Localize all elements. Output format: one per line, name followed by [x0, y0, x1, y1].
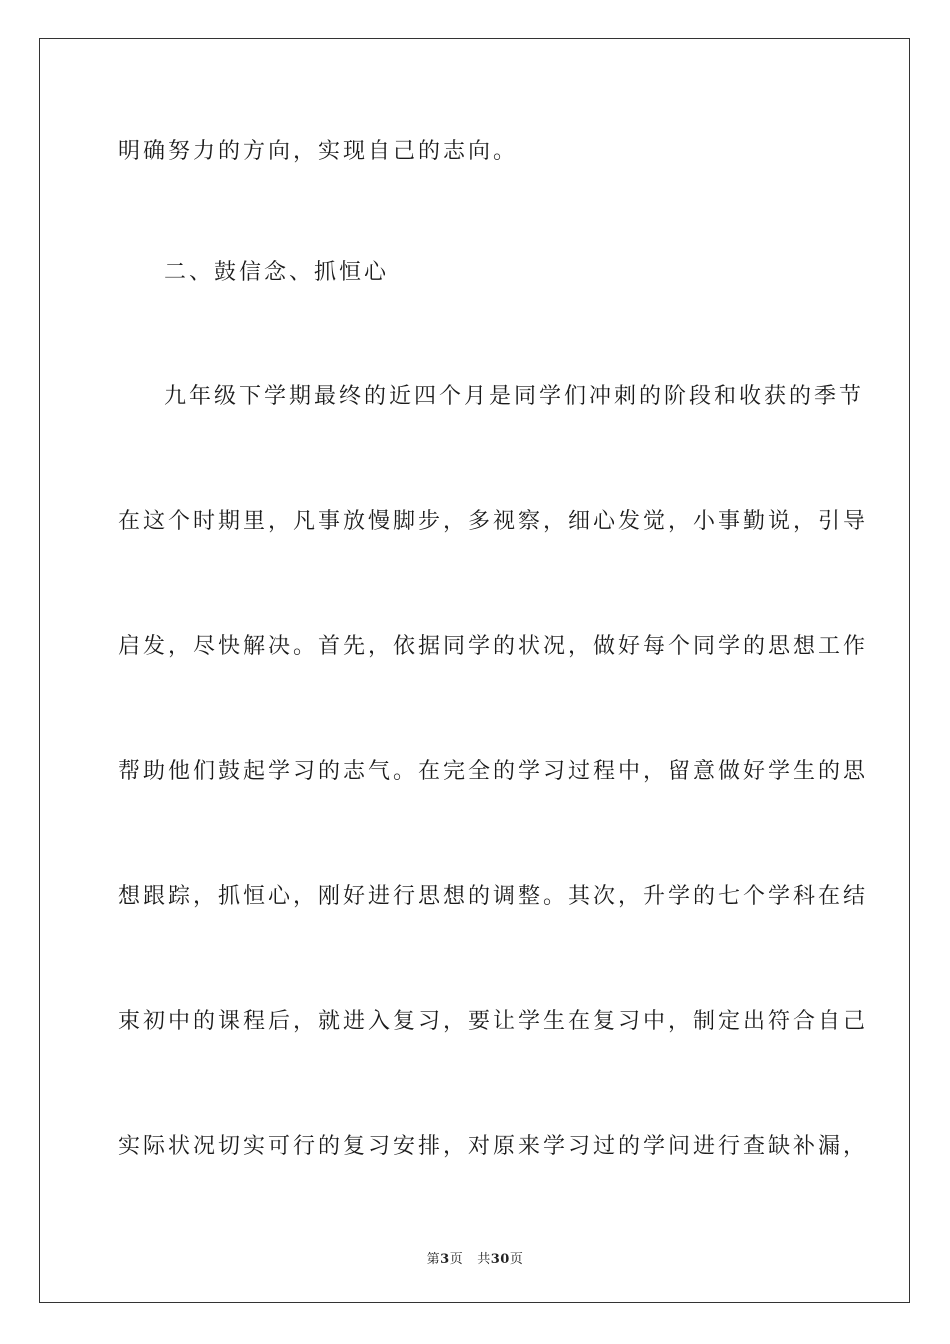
paragraph-line: 在这个时期里，凡事放慢脚步，多视察，细心发觉，小事勤说，引导 [118, 509, 869, 534]
page-number: 3 [440, 1252, 450, 1267]
paragraph-line: 明确努力的方向，实现自己的志向。 [118, 139, 519, 164]
total-prefix: 共 [477, 1252, 491, 1267]
section-heading: 二、鼓信念、抓恒心 [164, 260, 390, 285]
page-footer [0, 1248, 950, 1267]
total-pages: 30 [490, 1252, 510, 1267]
paragraph-line: 九年级下学期最终的近四个月是同学们冲刺的阶段和收获的季节 [164, 384, 865, 409]
paragraph-line: 束初中的课程后，就进入复习，要让学生在复习中，制定出符合自己 [118, 1009, 869, 1034]
paragraph-line: 想跟踪，抓恒心，刚好进行思想的调整。其次，升学的七个学科在结 [118, 884, 869, 909]
paragraph-line: 实际状况切实可行的复习安排，对原来学习过的学问进行查缺补漏， [118, 1134, 869, 1159]
page-prefix: 第 [426, 1252, 441, 1267]
page-border [39, 38, 910, 1303]
paragraph-line: 帮助他们鼓起学习的志气。在完全的学习过程中，留意做好学生的思 [118, 759, 869, 784]
total-suffix: 页 [509, 1252, 524, 1267]
paragraph-line: 启发，尽快解决。首先，依据同学的状况，做好每个同学的思想工作 [118, 634, 869, 659]
page-suffix: 页 [449, 1252, 464, 1267]
